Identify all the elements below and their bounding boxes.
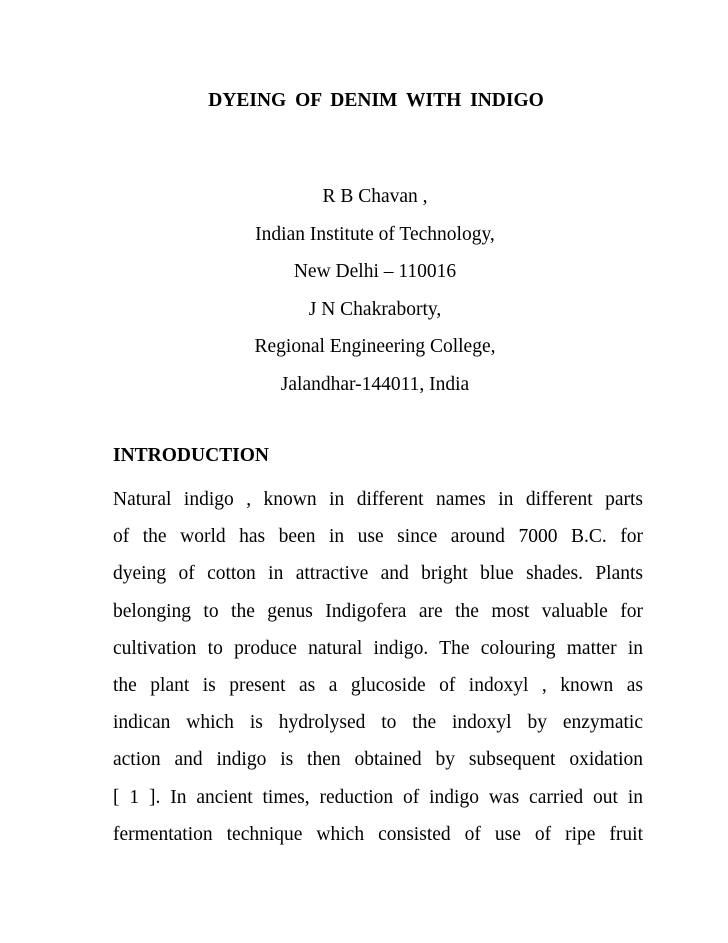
paragraph-line: belonging to the genus Indigofera are the most valuable for [113, 600, 643, 622]
author-address-1: New Delhi – 110016 [293, 261, 457, 282]
paragraph-line: [ 1 ]. In ancient times, reduction of indigo was carried out in [113, 786, 643, 808]
paragraph-line: the plant is present as a glucoside of indoxyl , known as [113, 675, 643, 697]
author-block [0, 178, 728, 403]
author-affiliation-2: Regional Engineering College, [254, 336, 496, 357]
paragraph-line: indican which is hydrolysed to the indoxyl by enzymatic [113, 712, 643, 734]
paragraph-line: dyeing of cotton in attractive and bright blue shades. Plants [113, 563, 643, 585]
section-heading-introduction: INTRODUCTION [113, 445, 270, 466]
paragraph-line: cultivation to produce natural indigo. The colouring matter in [113, 637, 643, 659]
paragraph-line: of the world has been in use since around 7000 B.C. for [113, 526, 643, 548]
paragraph-line: action and indigo is then obtained by subsequent oxidation [113, 749, 643, 771]
paragraph-line: Natural indigo , known in different names in different parts [113, 489, 643, 510]
author-affiliation-1: Indian Institute of Technology, [255, 223, 495, 245]
author-name-2: J N Chakraborty, [308, 298, 442, 320]
paper-title: DYEING OF DENIM WITH INDIGO [208, 90, 544, 111]
author-address-2: Jalandhar-144011, India [280, 373, 470, 395]
introduction-paragraph [113, 481, 643, 853]
author-name-1: R B Chavan , [322, 186, 428, 207]
paragraph-line: fermentation technique which consisted of use of ripe fruit [113, 823, 643, 845]
